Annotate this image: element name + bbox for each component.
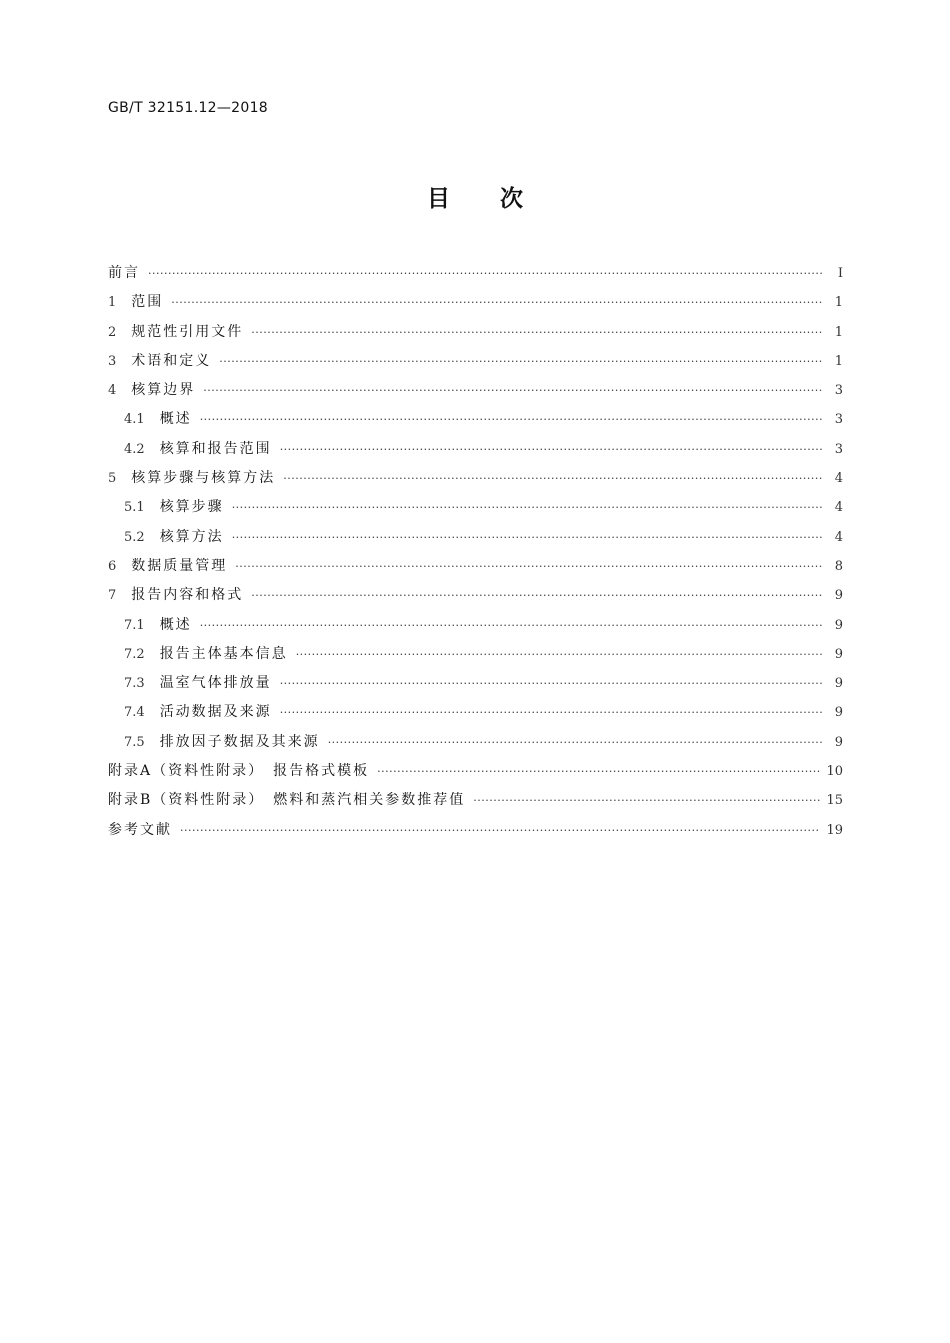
- toc-entry[interactable]: [108, 786, 843, 815]
- toc-entry-number: 2: [108, 324, 117, 340]
- standard-code: GB/T 32151.12—2018: [108, 100, 269, 116]
- toc-entry-number: 7.1: [124, 617, 145, 633]
- toc-entry[interactable]: [108, 405, 843, 434]
- toc-entry-title: 温室气体排放量: [159, 675, 272, 692]
- toc-leader-dots: [328, 728, 823, 757]
- toc-leader-dots: [232, 493, 823, 522]
- toc-entry-title: 附录A（资料性附录） 报告格式模板: [108, 763, 370, 780]
- toc-entry-number: 5.2: [124, 529, 145, 545]
- toc-entry-page: 4: [834, 529, 843, 545]
- toc-entry-page: 8: [834, 558, 843, 574]
- toc-entry-title: 报告内容和格式: [131, 587, 244, 604]
- toc-leader-dots: [232, 523, 823, 552]
- toc-entry-number: 4.1: [124, 412, 145, 428]
- toc-leader-dots: [473, 786, 820, 815]
- toc-leader-dots: [296, 640, 823, 669]
- toc-entry-title: 核算步骤: [159, 499, 224, 516]
- toc-entry-page: Ⅰ: [837, 266, 843, 281]
- toc-entry-number: 5: [108, 471, 117, 487]
- toc-entry-number: 7: [108, 588, 117, 604]
- page-title: 目次: [427, 186, 573, 212]
- toc-entry[interactable]: [108, 552, 843, 581]
- toc-entry-page: 9: [834, 705, 843, 721]
- toc-leader-dots: [203, 376, 823, 405]
- toc-leader-dots: [148, 259, 823, 288]
- toc-leader-dots: [251, 318, 823, 347]
- toc-entry-title: 概述: [159, 616, 192, 633]
- toc-entry-page: 9: [834, 734, 843, 750]
- toc-leader-dots: [200, 405, 823, 434]
- toc-entry-number: 3: [108, 353, 117, 369]
- toc-entry-title: 附录B（资料性附录） 燃料和蒸汽相关参数推荐值: [108, 792, 466, 809]
- toc-entry-page: 19: [826, 822, 843, 838]
- toc-entry-title: 核算和报告范围: [159, 440, 272, 457]
- toc-entry-page: 4: [834, 500, 843, 516]
- toc-entry-page: 1: [834, 324, 843, 340]
- toc-entry[interactable]: [108, 493, 843, 522]
- toc-entry[interactable]: [108, 523, 843, 552]
- table-of-contents: [108, 259, 843, 845]
- toc-entry-page: 1: [834, 295, 843, 311]
- toc-leader-dots: [251, 581, 823, 610]
- toc-entry-page: 4: [834, 471, 843, 487]
- toc-entry-page: 9: [834, 617, 843, 633]
- toc-entry[interactable]: [108, 728, 843, 757]
- toc-entry[interactable]: [108, 669, 843, 698]
- toc-entry-title: 范围: [131, 294, 164, 311]
- toc-entry-page: 9: [834, 588, 843, 604]
- toc-entry-title: 活动数据及来源: [159, 704, 272, 721]
- toc-entry-page: 9: [834, 676, 843, 692]
- toc-leader-dots: [280, 669, 823, 698]
- toc-entry-page: 9: [834, 646, 843, 662]
- toc-entry-page: 15: [826, 793, 843, 809]
- toc-entry-number: 7.5: [124, 734, 145, 750]
- toc-entry[interactable]: [108, 464, 843, 493]
- toc-entry[interactable]: [108, 347, 843, 376]
- toc-leader-dots: [219, 347, 823, 376]
- toc-entry-number: 5.1: [124, 500, 145, 516]
- toc-entry-number: 7.2: [124, 646, 145, 662]
- toc-entry-title: 参考文献: [108, 821, 172, 838]
- toc-entry-title: 数据质量管理: [131, 557, 228, 574]
- toc-entry-number: 7.4: [124, 705, 145, 721]
- toc-entry-number: 4.2: [124, 441, 145, 457]
- toc-entry-page: 3: [834, 441, 843, 457]
- toc-entry-page: 10: [826, 764, 843, 780]
- toc-entry[interactable]: [108, 640, 843, 669]
- toc-entry-title: 规范性引用文件: [131, 323, 244, 340]
- toc-entry-number: 4: [108, 383, 117, 399]
- toc-entry-number: 7.3: [124, 676, 145, 692]
- toc-leader-dots: [283, 464, 823, 493]
- toc-entry[interactable]: [108, 435, 843, 464]
- toc-entry[interactable]: [108, 259, 843, 288]
- toc-entry-number: 6: [108, 558, 117, 574]
- toc-leader-dots: [180, 816, 820, 845]
- toc-entry[interactable]: [108, 288, 843, 317]
- toc-entry[interactable]: [108, 376, 843, 405]
- toc-entry-page: 1: [834, 353, 843, 369]
- toc-entry-page: 3: [834, 383, 843, 399]
- toc-entry[interactable]: [108, 581, 843, 610]
- toc-leader-dots: [280, 435, 823, 464]
- toc-leader-dots: [280, 698, 823, 727]
- toc-entry[interactable]: [108, 698, 843, 727]
- toc-entry-title: 报告主体基本信息: [159, 645, 288, 662]
- toc-leader-dots: [171, 288, 823, 317]
- toc-leader-dots: [235, 552, 823, 581]
- toc-entry[interactable]: [108, 318, 843, 347]
- toc-leader-dots: [200, 611, 823, 640]
- toc-entry[interactable]: [108, 757, 843, 786]
- toc-entry-title: 术语和定义: [131, 352, 212, 369]
- toc-entry[interactable]: [108, 816, 843, 845]
- toc-entry-title: 概述: [159, 411, 192, 428]
- toc-entry-number: 1: [108, 295, 117, 311]
- toc-entry-title: 核算边界: [131, 382, 196, 399]
- toc-entry-title: 核算方法: [159, 528, 224, 545]
- toc-entry[interactable]: [108, 611, 843, 640]
- toc-entry-page: 3: [834, 412, 843, 428]
- toc-entry-title: 前言: [108, 265, 140, 281]
- toc-leader-dots: [377, 757, 820, 786]
- toc-entry-title: 排放因子数据及其来源: [159, 733, 320, 750]
- toc-entry-title: 核算步骤与核算方法: [131, 470, 276, 487]
